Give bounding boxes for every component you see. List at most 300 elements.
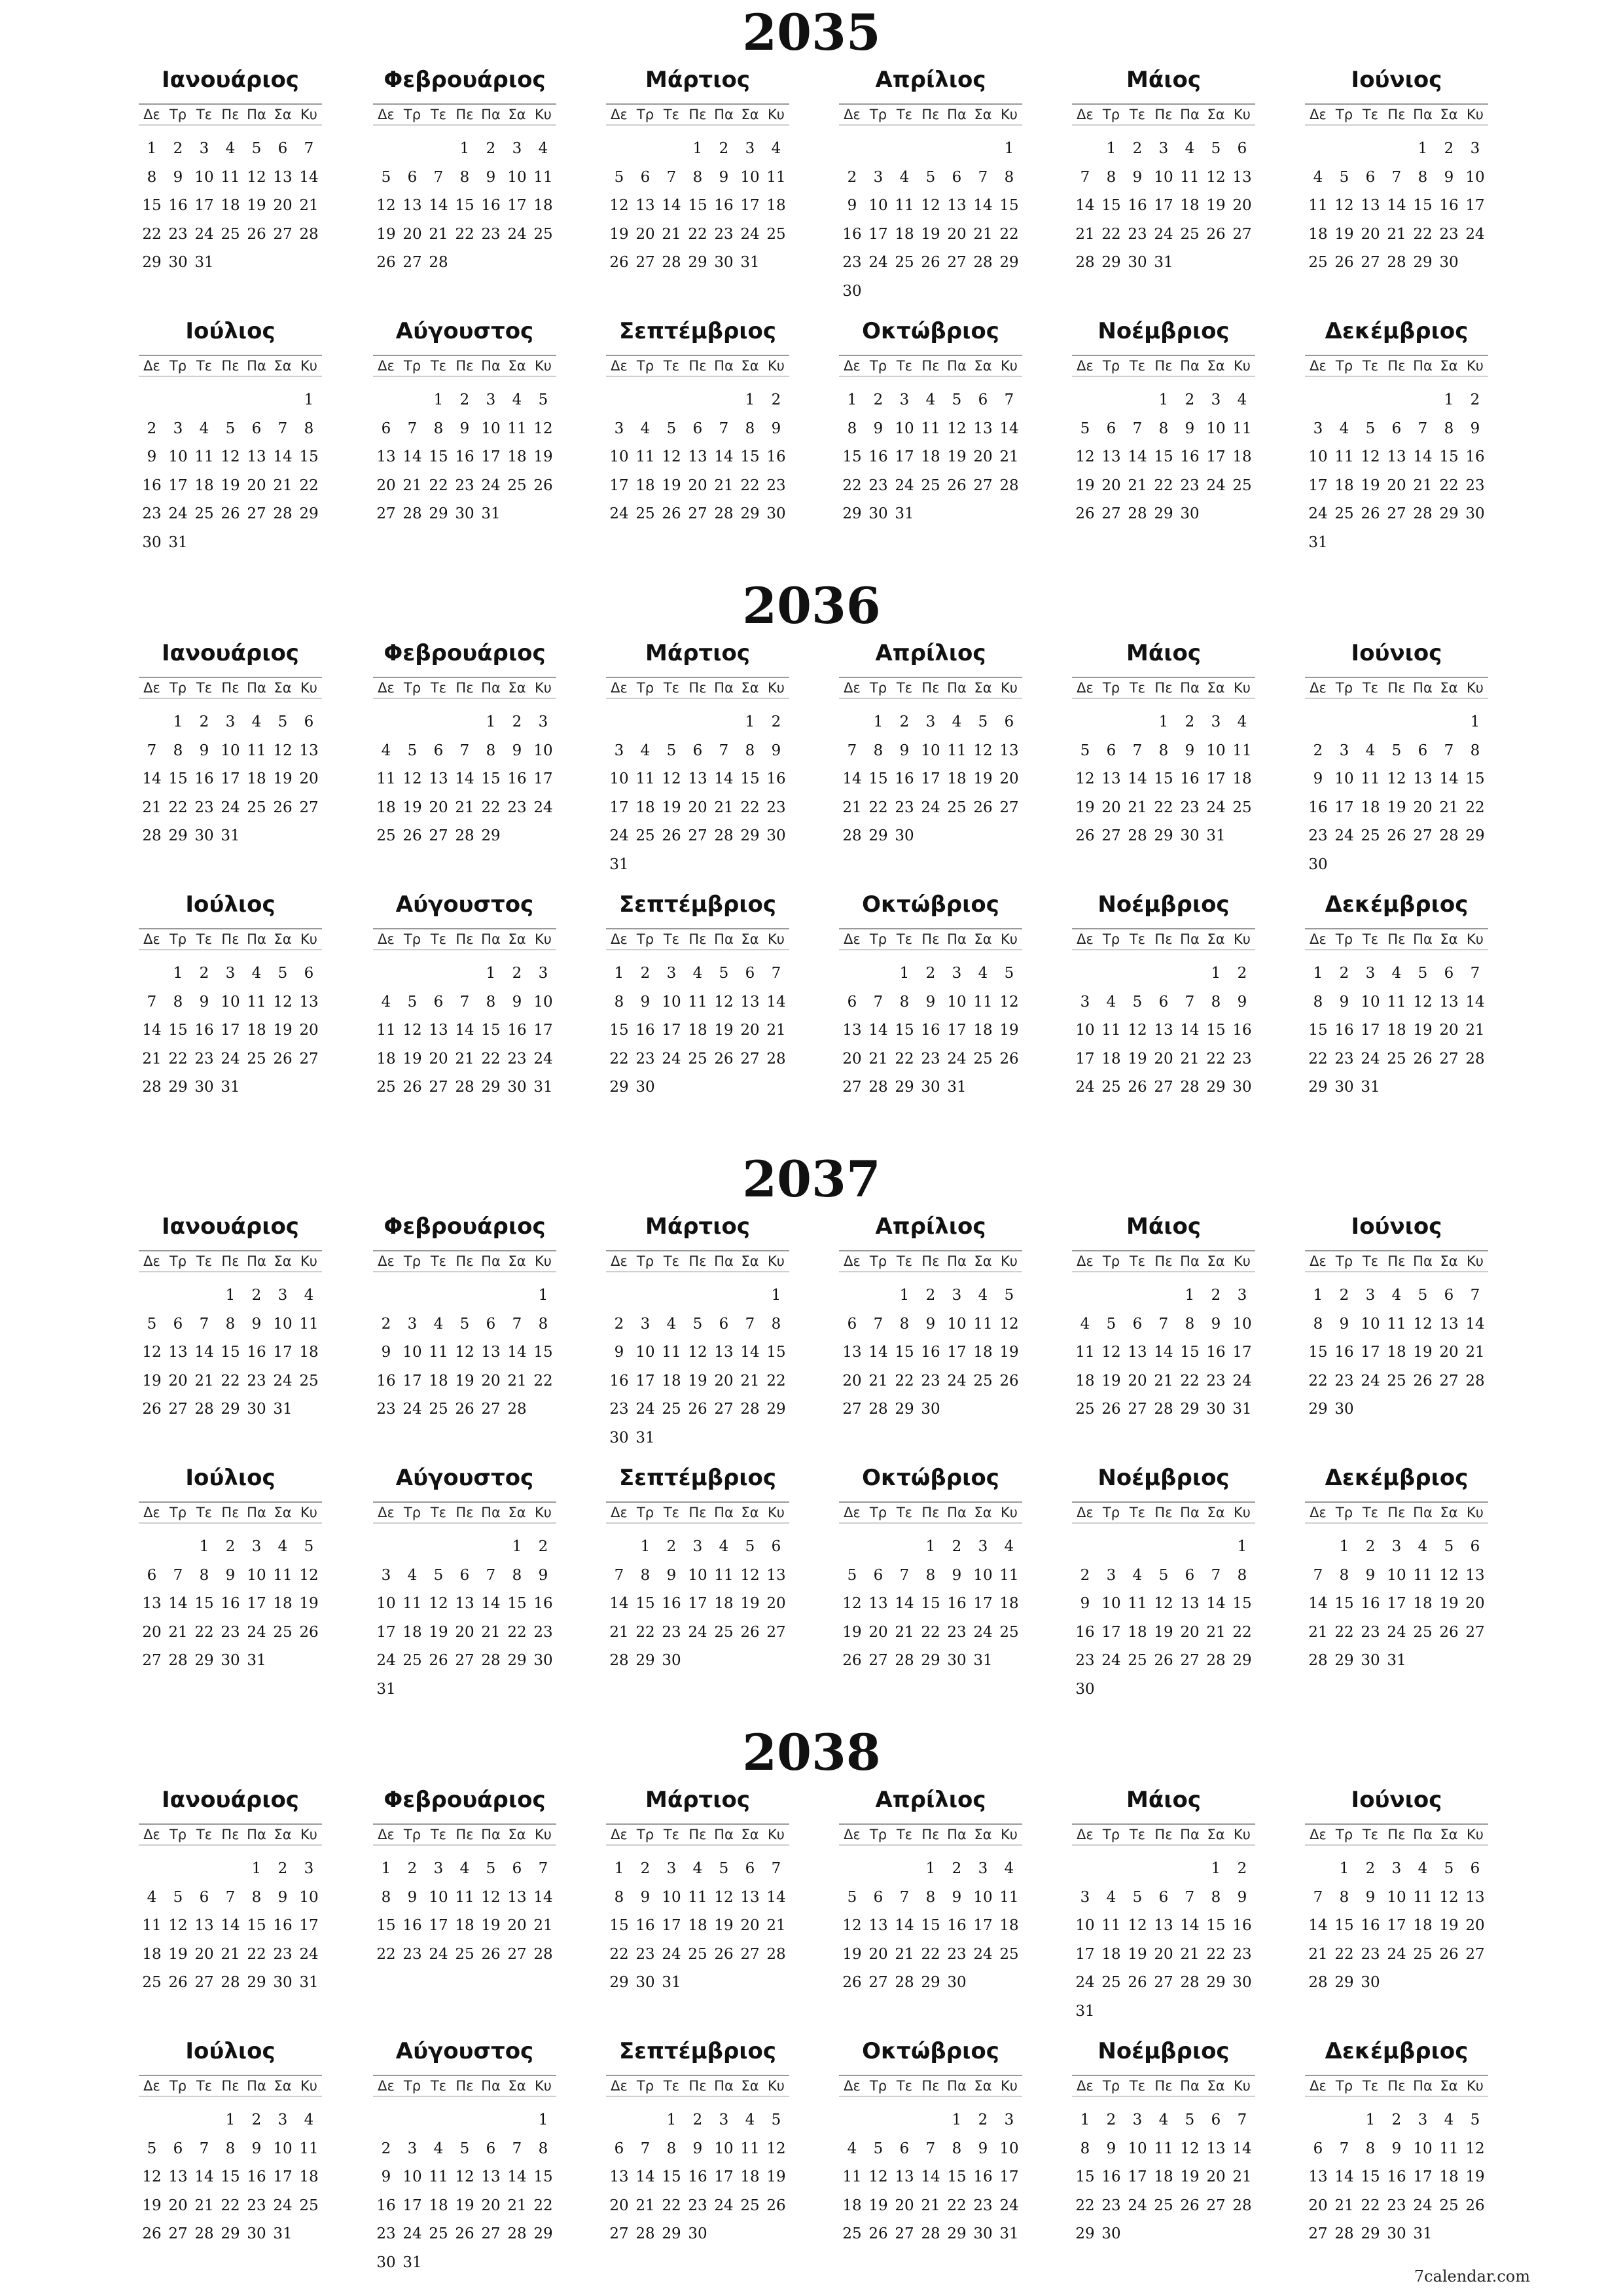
day-cell: 8 [512, 1566, 522, 1584]
day-cell: 12 [1154, 1595, 1173, 1612]
day-cell: 7 [277, 420, 288, 437]
day-cell: 11 [740, 2140, 760, 2157]
weekday-label: Κυ [1467, 1827, 1484, 1842]
day-cell: 6 [173, 2140, 183, 2157]
day-cell: 22 [947, 2197, 967, 2214]
day-cell: 7 [873, 1315, 883, 1333]
day-cell: 30 [247, 1401, 266, 1418]
day-cell: 9 [666, 1566, 677, 1584]
day-cell: 22 [142, 225, 162, 243]
day-cell: 26 [714, 1945, 734, 1963]
day-cell: 13 [688, 448, 707, 465]
day-cell: 27 [402, 254, 422, 271]
day-cell: 28 [507, 2225, 527, 2242]
weekday-label: Κυ [1234, 107, 1251, 122]
day-cell: 13 [868, 1917, 888, 1934]
weekday-label: Τρ [169, 358, 187, 374]
day-cell: 9 [407, 1888, 418, 1906]
weekday-label: Δε [1077, 1505, 1094, 1520]
day-cell: 17 [1308, 476, 1328, 494]
day-cell: 9 [1185, 742, 1195, 759]
day-cell: 15 [1154, 448, 1173, 465]
day-cell: 19 [921, 225, 940, 243]
day-cell: 11 [221, 168, 240, 186]
day-cell: 29 [533, 2225, 553, 2242]
weekday-label: Τρ [169, 1827, 187, 1842]
day-grid [139, 2106, 322, 2249]
day-cell: 18 [1154, 2168, 1173, 2185]
weekday-label: Πα [481, 107, 501, 122]
day-cell: 6 [1470, 1860, 1480, 1877]
weekday-label: Πα [247, 1505, 266, 1520]
day-cell: 3 [719, 2111, 729, 2128]
day-cell: 30 [947, 1652, 967, 1669]
day-cell: 9 [1313, 770, 1323, 787]
day-cell: 3 [1418, 2111, 1428, 2128]
day-grid [839, 386, 1022, 529]
day-cell: 4 [433, 2140, 444, 2157]
day-cell: 26 [740, 1623, 760, 1641]
month-name: Μάρτιος [645, 67, 750, 93]
day-cell: 15 [921, 1917, 940, 1934]
day-cell: 16 [376, 2197, 396, 2214]
day-cell: 21 [895, 1623, 914, 1641]
day-cell: 7 [640, 2140, 651, 2157]
day-cell: 2 [173, 140, 183, 157]
weekday-label: Δε [378, 931, 395, 947]
day-cell: 19 [662, 476, 681, 494]
day-cell: 17 [609, 476, 629, 494]
day-cell: 24 [402, 1401, 422, 1418]
day-cell: 15 [895, 1022, 914, 1039]
weekday-label: Πε [455, 1505, 474, 1520]
weekday-label: Σα [274, 358, 292, 374]
day-cell: 22 [766, 1372, 786, 1390]
day-cell: 3 [745, 140, 755, 157]
weekday-label: Πε [455, 1253, 474, 1269]
day-cell: 25 [299, 2197, 319, 2214]
day-cell: 17 [402, 2197, 422, 2214]
day-cell: 11 [247, 742, 266, 759]
day-cell: 29 [221, 1401, 240, 1418]
day-cell: 13 [1154, 1917, 1173, 1934]
day-cell: 31 [1075, 2002, 1095, 2020]
day-cell: 21 [273, 476, 293, 494]
day-cell: 22 [481, 798, 501, 816]
day-cell: 26 [1439, 1945, 1459, 1963]
weekday-label: Τρ [403, 1505, 421, 1520]
day-cell: 10 [1465, 168, 1485, 186]
day-cell: 13 [299, 742, 319, 759]
day-cell: 3 [666, 1860, 677, 1877]
day-cell: 16 [1232, 1917, 1252, 1934]
day-cell: 12 [273, 993, 293, 1011]
month-calendar [1305, 637, 1488, 886]
day-cell: 13 [429, 1022, 448, 1039]
day-cell: 3 [1237, 1287, 1247, 1304]
day-cell: 24 [1154, 225, 1173, 243]
day-cell: 11 [247, 993, 266, 1011]
day-cell: 4 [847, 2140, 857, 2157]
month-name: Σεπτέμβριος [618, 2038, 777, 2064]
day-grid [1072, 708, 1255, 851]
day-cell: 29 [221, 2225, 240, 2242]
weekday-label: Τρ [1335, 931, 1353, 947]
weekday-label: Τε [1129, 680, 1146, 696]
weekday-label: Πε [921, 1253, 940, 1269]
day-cell: 18 [947, 770, 967, 787]
weekday-label: Σα [274, 1253, 292, 1269]
day-cell: 4 [925, 391, 936, 408]
day-cell: 9 [1444, 168, 1454, 186]
day-cell: 24 [533, 798, 553, 816]
day-cell: 23 [635, 1050, 655, 1067]
day-cell: 21 [895, 1945, 914, 1963]
weekday-header [139, 1501, 322, 1524]
weekday-header [839, 1501, 1022, 1524]
day-cell: 19 [376, 225, 396, 243]
month-name: Μάρτιος [645, 640, 750, 666]
day-cell: 25 [221, 225, 240, 243]
day-cell: 31 [1154, 254, 1173, 271]
day-cell: 8 [1470, 742, 1480, 759]
day-cell: 22 [1308, 1372, 1328, 1390]
day-cell: 26 [662, 827, 681, 844]
day-cell: 12 [1075, 770, 1095, 787]
month-calendar [373, 1211, 556, 1460]
weekday-label: Πε [221, 358, 240, 374]
weekday-label: Κυ [1234, 358, 1251, 374]
day-cell: 29 [1465, 827, 1485, 844]
weekday-label: Σα [1440, 358, 1458, 374]
day-cell: 15 [895, 1344, 914, 1361]
day-cell: 27 [609, 2225, 629, 2242]
day-cell: 21 [299, 197, 319, 214]
day-cell: 16 [142, 476, 162, 494]
day-cell: 14 [533, 1888, 553, 1906]
day-cell: 29 [635, 1652, 655, 1669]
day-cell: 18 [429, 2197, 448, 2214]
day-grid [1305, 1533, 1488, 1676]
day-cell: 25 [429, 1401, 448, 1418]
day-cell: 16 [1361, 1917, 1380, 1934]
day-cell: 24 [1075, 1974, 1095, 1991]
weekday-label: Πε [1154, 2078, 1173, 2094]
day-cell: 27 [714, 1401, 734, 1418]
day-cell: 16 [273, 1917, 293, 1934]
day-cell: 2 [640, 965, 651, 982]
day-cell: 5 [1339, 168, 1349, 186]
day-cell: 23 [688, 2197, 707, 2214]
weekday-label: Τρ [403, 1827, 421, 1842]
day-cell: 3 [925, 713, 936, 730]
day-cell: 14 [1465, 1315, 1485, 1333]
day-cell: 16 [221, 1595, 240, 1612]
weekday-label: Πα [481, 1253, 501, 1269]
weekday-header [606, 677, 789, 699]
day-cell: 19 [1101, 1372, 1121, 1390]
weekday-label: Σα [1207, 2078, 1225, 2094]
day-cell: 21 [1180, 1050, 1200, 1067]
day-cell: 16 [662, 1595, 681, 1612]
weekday-label: Πε [921, 1505, 940, 1520]
weekday-label: Πα [1180, 358, 1200, 374]
day-cell: 5 [381, 168, 391, 186]
weekday-label: Πα [1180, 680, 1200, 696]
weekday-label: Σα [508, 1505, 526, 1520]
day-cell: 9 [1391, 2140, 1402, 2157]
day-cell: 9 [459, 420, 470, 437]
day-cell: 10 [1154, 168, 1173, 186]
day-cell: 1 [771, 1287, 781, 1304]
day-cell: 24 [1361, 1050, 1380, 1067]
day-cell: 14 [299, 168, 319, 186]
day-cell: 12 [142, 1344, 162, 1361]
weekday-label: Πα [947, 107, 967, 122]
day-cell: 5 [1106, 1315, 1116, 1333]
day-cell: 4 [538, 140, 548, 157]
day-cell: 19 [766, 2168, 786, 2185]
day-cell: 19 [688, 1372, 707, 1390]
day-cell: 24 [247, 1623, 266, 1641]
day-cell: 31 [999, 2225, 1019, 2242]
day-cell: 11 [1232, 742, 1252, 759]
day-cell: 13 [194, 1917, 214, 1934]
day-cell: 12 [1101, 1344, 1121, 1361]
weekday-label: Κυ [535, 358, 552, 374]
day-cell: 28 [868, 1401, 888, 1418]
weekday-label: Τε [430, 1253, 447, 1269]
day-cell: 1 [899, 965, 910, 982]
month-name: Μάιος [1126, 67, 1201, 93]
day-cell: 31 [1413, 2225, 1433, 2242]
day-cell: 10 [921, 742, 940, 759]
day-cell: 8 [1444, 420, 1454, 437]
day-cell: 13 [1154, 1022, 1173, 1039]
day-cell: 9 [1339, 1315, 1349, 1333]
day-cell: 26 [402, 1079, 422, 1096]
day-cell: 25 [635, 505, 655, 522]
day-cell: 10 [740, 168, 760, 186]
day-cell: 17 [947, 1022, 967, 1039]
weekday-label: Σα [741, 680, 759, 696]
day-cell: 17 [221, 770, 240, 787]
weekday-label: Πε [1387, 931, 1406, 947]
day-cell: 3 [1211, 391, 1221, 408]
day-cell: 22 [533, 2197, 553, 2214]
day-cell: 24 [973, 1623, 993, 1641]
month-name: Μάρτιος [645, 1213, 750, 1240]
day-cell: 11 [1308, 197, 1328, 214]
day-cell: 9 [381, 1344, 391, 1361]
day-cell: 20 [895, 2197, 914, 2214]
day-cell: 9 [1365, 1566, 1376, 1584]
day-cell: 24 [1334, 827, 1354, 844]
month-name: Απρίλιος [875, 1787, 986, 1813]
day-cell: 17 [921, 770, 940, 787]
weekday-label: Πα [481, 931, 501, 947]
day-cell: 1 [1158, 391, 1169, 408]
day-cell: 17 [740, 197, 760, 214]
day-cell: 12 [1128, 1917, 1147, 1934]
weekday-label: Σα [974, 680, 992, 696]
day-cell: 2 [381, 1315, 391, 1333]
day-cell: 7 [771, 965, 781, 982]
day-cell: 15 [221, 2168, 240, 2185]
day-cell: 9 [925, 1315, 936, 1333]
day-grid [1072, 1282, 1255, 1424]
day-grid [373, 708, 556, 851]
day-cell: 11 [1413, 1888, 1433, 1906]
day-cell: 8 [847, 420, 857, 437]
day-cell: 16 [533, 1595, 553, 1612]
weekday-label: Τρ [636, 358, 654, 374]
day-cell: 22 [609, 1945, 629, 1963]
weekday-label: Σα [741, 1505, 759, 1520]
day-cell: 21 [194, 1372, 214, 1390]
day-cell: 17 [1128, 2168, 1147, 2185]
day-cell: 4 [1158, 2111, 1169, 2128]
weekday-label: Τρ [869, 931, 887, 947]
day-cell: 4 [251, 965, 262, 982]
footer-site[interactable]: 7calendar.com [1414, 2267, 1530, 2286]
day-cell: 26 [402, 827, 422, 844]
day-cell: 24 [1413, 2197, 1433, 2214]
month-name: Αύγουστος [395, 318, 534, 344]
day-cell: 27 [868, 1974, 888, 1991]
day-cell: 3 [1313, 420, 1323, 437]
day-cell: 30 [247, 2225, 266, 2242]
day-cell: 19 [1154, 1623, 1173, 1641]
weekday-label: Τε [430, 1827, 447, 1842]
day-cell: 11 [1387, 1315, 1406, 1333]
day-cell: 29 [740, 827, 760, 844]
day-cell: 16 [766, 448, 786, 465]
day-cell: 2 [1470, 391, 1480, 408]
day-cell: 7 [1185, 1888, 1195, 1906]
day-cell: 23 [194, 1050, 214, 1067]
weekday-label: Δε [143, 1827, 160, 1842]
day-cell: 24 [1465, 225, 1485, 243]
weekday-label: Σα [741, 2078, 759, 2094]
day-cell: 17 [1206, 448, 1226, 465]
day-cell: 9 [1339, 993, 1349, 1011]
day-cell: 1 [847, 391, 857, 408]
day-cell: 7 [1158, 1315, 1169, 1333]
day-grid [839, 960, 1022, 1102]
day-cell: 25 [921, 476, 940, 494]
weekday-label: Τε [1129, 1827, 1146, 1842]
day-cell: 3 [251, 1538, 262, 1555]
weekday-label: Πε [221, 1827, 240, 1842]
day-cell: 4 [459, 1860, 470, 1877]
month-calendar [606, 64, 789, 313]
weekday-label: Τρ [403, 1253, 421, 1269]
day-cell: 8 [1106, 168, 1116, 186]
weekday-label: Σα [1207, 1505, 1225, 1520]
day-cell: 24 [221, 1050, 240, 1067]
weekday-label: Τρ [169, 2078, 187, 2094]
weekday-label: Τρ [1335, 1827, 1353, 1842]
month-calendar [139, 2036, 322, 2284]
day-cell: 8 [925, 1888, 936, 1906]
day-cell: 6 [978, 391, 988, 408]
weekday-label: Τε [1362, 680, 1379, 696]
weekday-label: Πε [1387, 107, 1406, 122]
weekday-label: Πε [688, 931, 707, 947]
weekday-header [839, 2075, 1022, 2097]
month-calendar [139, 889, 322, 1138]
month-name: Νοέμβριος [1097, 2038, 1230, 2064]
day-cell: 19 [1439, 1917, 1459, 1934]
day-cell: 2 [666, 1538, 677, 1555]
weekday-label: Τε [663, 1253, 680, 1269]
day-cell: 16 [635, 1022, 655, 1039]
day-cell: 8 [147, 168, 157, 186]
day-cell: 27 [1465, 1945, 1485, 1963]
weekday-label: Κυ [535, 1253, 552, 1269]
weekday-label: Κυ [535, 1827, 552, 1842]
month-name: Νοέμβριος [1097, 891, 1230, 918]
day-cell: 17 [533, 1022, 553, 1039]
day-cell: 27 [1308, 2225, 1328, 2242]
day-cell: 13 [455, 1595, 474, 1612]
weekday-label: Σα [741, 107, 759, 122]
weekday-label: Πα [1180, 1253, 1200, 1269]
day-cell: 13 [842, 1344, 862, 1361]
day-cell: 26 [662, 505, 681, 522]
weekday-label: Τρ [1102, 1827, 1120, 1842]
day-cell: 8 [1158, 420, 1169, 437]
weekday-label: Κυ [1467, 931, 1484, 947]
weekday-label: Σα [974, 107, 992, 122]
day-cell: 30 [194, 1079, 214, 1096]
day-cell: 4 [1237, 391, 1247, 408]
day-cell: 28 [142, 1079, 162, 1096]
day-cell: 6 [459, 1566, 470, 1584]
day-cell: 6 [1444, 1287, 1454, 1304]
day-cell: 3 [640, 1315, 651, 1333]
day-cell: 4 [1106, 1888, 1116, 1906]
day-grid [606, 386, 789, 529]
day-cell: 15 [533, 2168, 553, 2185]
day-cell: 16 [714, 197, 734, 214]
day-cell: 5 [304, 1538, 314, 1555]
day-cell: 11 [688, 1888, 707, 1906]
weekday-label: Πε [1154, 358, 1173, 374]
day-cell: 15 [609, 1917, 629, 1934]
weekday-label: Πε [1387, 358, 1406, 374]
day-cell: 12 [481, 1888, 501, 1906]
day-cell: 21 [1465, 1022, 1485, 1039]
weekday-label: Πα [947, 680, 967, 696]
month-name: Ιούνιος [1351, 1787, 1442, 1813]
day-cell: 22 [1101, 225, 1121, 243]
day-cell: 20 [1465, 1595, 1485, 1612]
day-cell: 26 [766, 2197, 786, 2214]
day-cell: 17 [635, 1372, 655, 1390]
day-cell: 15 [766, 1344, 786, 1361]
day-cell: 31 [194, 254, 214, 271]
weekday-label: Δε [1310, 358, 1327, 374]
day-cell: 4 [692, 1860, 703, 1877]
day-grid [1072, 2106, 1255, 2249]
day-cell: 26 [1154, 1652, 1173, 1669]
day-cell: 14 [999, 420, 1019, 437]
day-cell: 17 [273, 1344, 293, 1361]
day-cell: 2 [978, 2111, 988, 2128]
day-cell: 11 [662, 1344, 681, 1361]
